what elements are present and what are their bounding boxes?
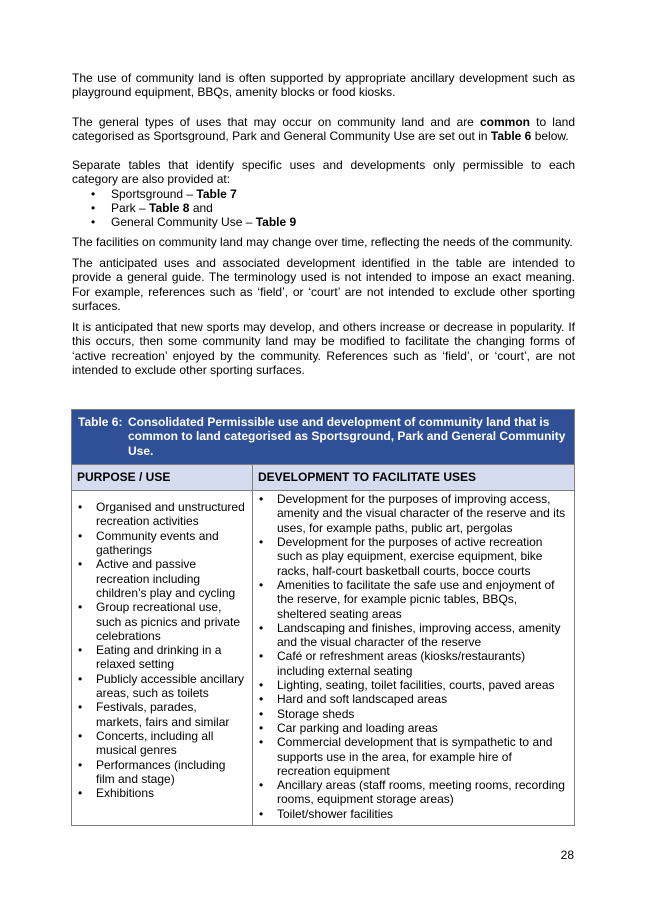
list-item: • Community events and gatherings	[72, 529, 252, 558]
list-item: • Eating and drinking in a relaxed setting	[72, 643, 252, 672]
paragraph-general-types	[72, 115, 575, 144]
table-label: Table 6:	[78, 415, 123, 429]
table-reference: Table 7	[196, 186, 237, 201]
text-run: The general types of uses that may occur on community land and are	[72, 114, 480, 129]
page-number: 28	[560, 848, 574, 862]
text-run: to land categorised as Sportsground, Park and General Community Use are set out in	[72, 114, 575, 143]
list-item: • Hard and soft landscaped areas	[253, 692, 574, 706]
table-body-row	[72, 491, 574, 825]
list-item: • Storage sheds	[253, 707, 574, 721]
column-header-purpose: PURPOSE / USE	[77, 469, 171, 484]
column-header-development: DEVELOPMENT TO FACILITATE USES	[252, 465, 574, 490]
purpose-list	[72, 491, 252, 801]
list-item: • Concerts, including all musical genres	[72, 729, 252, 758]
list-item: • Publicly accessible ancillary areas, such as toilets	[72, 672, 252, 701]
list-item: • Performances (including film and stage)	[72, 758, 252, 787]
list-item: • Toilet/shower facilities	[253, 807, 574, 821]
list-item: • Amenities to facilitate the safe use and enjoyment of the reserve, for example picnic tables, BBQs, sheltered seating areas	[253, 578, 574, 621]
list-item: • Lighting, seating, toilet facilities, courts, paved areas	[253, 678, 574, 692]
list-item: • Development for the purposes of active recreation such as play equipment, exercise equipment, bike racks, half-court basketball courts, bocce courts	[253, 535, 574, 578]
list-item: • Exhibitions	[72, 786, 252, 800]
table-caption	[72, 410, 574, 464]
list-item: • Group recreational use, such as picnics and private celebrations	[72, 600, 252, 643]
text-run: Sportsground –	[111, 186, 197, 201]
text-run: General Community Use –	[111, 215, 256, 230]
list-item: • Festivals, parades, markets, fairs and similar	[72, 700, 252, 729]
paragraph-anticipated-uses: The anticipated uses and associated development identified in the table are intended to provide a general guide. The terminology used is not intended to impose an exact meaning. For example, references such as ‘field’, or ‘court’ are not intended to exclude other sporting surfaces.	[72, 255, 575, 313]
development-cell	[252, 491, 574, 825]
paragraph-ancillary: The use of community land is often supported by appropriate ancillary development such as playground equipment, BBQs, amenity blocks or food kiosks.	[72, 71, 575, 100]
list-item: • Organised and unstructured recreation activities	[72, 500, 252, 529]
list-item: • Ancillary areas (staff rooms, meeting rooms, recording rooms, equipment storage areas)	[253, 778, 574, 807]
development-list	[253, 491, 574, 825]
list-item	[72, 215, 575, 229]
list-item	[72, 201, 575, 215]
list-item: • Café or refreshment areas (kiosks/restaurants) including external seating	[253, 649, 574, 678]
table-reference-list	[72, 187, 575, 230]
list-item: • Development for the purposes of improving access, amenity and the visual character of the reserve and its uses, for example paths, public art, pergolas	[253, 492, 574, 535]
paragraph-facilities: The facilities on community land may change over time, reflecting the needs of the community.	[72, 234, 573, 249]
table-reference: Table 9	[255, 215, 297, 230]
table-reference: Table 8	[149, 201, 190, 216]
table-6-reference: Table 6	[490, 128, 532, 143]
table-title: Consolidated Permissible use and development of community land that is common to land categorised as Sportsground, Park and General Community Use.	[128, 415, 566, 458]
bold-common: common	[480, 114, 531, 129]
list-item: • Landscaping and finishes, improving access, amenity and the visual character of the reserve	[253, 621, 574, 650]
list-item	[72, 187, 575, 201]
text-run: below.	[531, 128, 569, 143]
paragraph-separate-tables: Separate tables that identify specific uses and developments only permissible to each category are also provided at:	[72, 158, 575, 187]
list-item: • Car parking and loading areas	[253, 721, 574, 735]
purpose-cell	[72, 491, 252, 825]
body-text	[72, 71, 575, 377]
text-run: and	[189, 201, 213, 216]
list-item: • Active and passive recreation including children’s play and cycling	[72, 557, 252, 600]
text-run: Park –	[111, 201, 150, 216]
table-header-row	[72, 464, 574, 491]
list-item: • Commercial development that is sympathetic to and supports use in the area, for example hire of recreation equipment	[253, 735, 574, 778]
paragraph-new-sports: It is anticipated that new sports may develop, and others increase or decrease in popularity. If this occurs, then some community land may be modified to facilitate the changing forms of ‘active recreation’ enjoyed by the community. References such as ‘field’, or ‘court’, are not intended to exclude other sporting surfaces.	[72, 320, 575, 378]
uses-table	[71, 409, 575, 826]
